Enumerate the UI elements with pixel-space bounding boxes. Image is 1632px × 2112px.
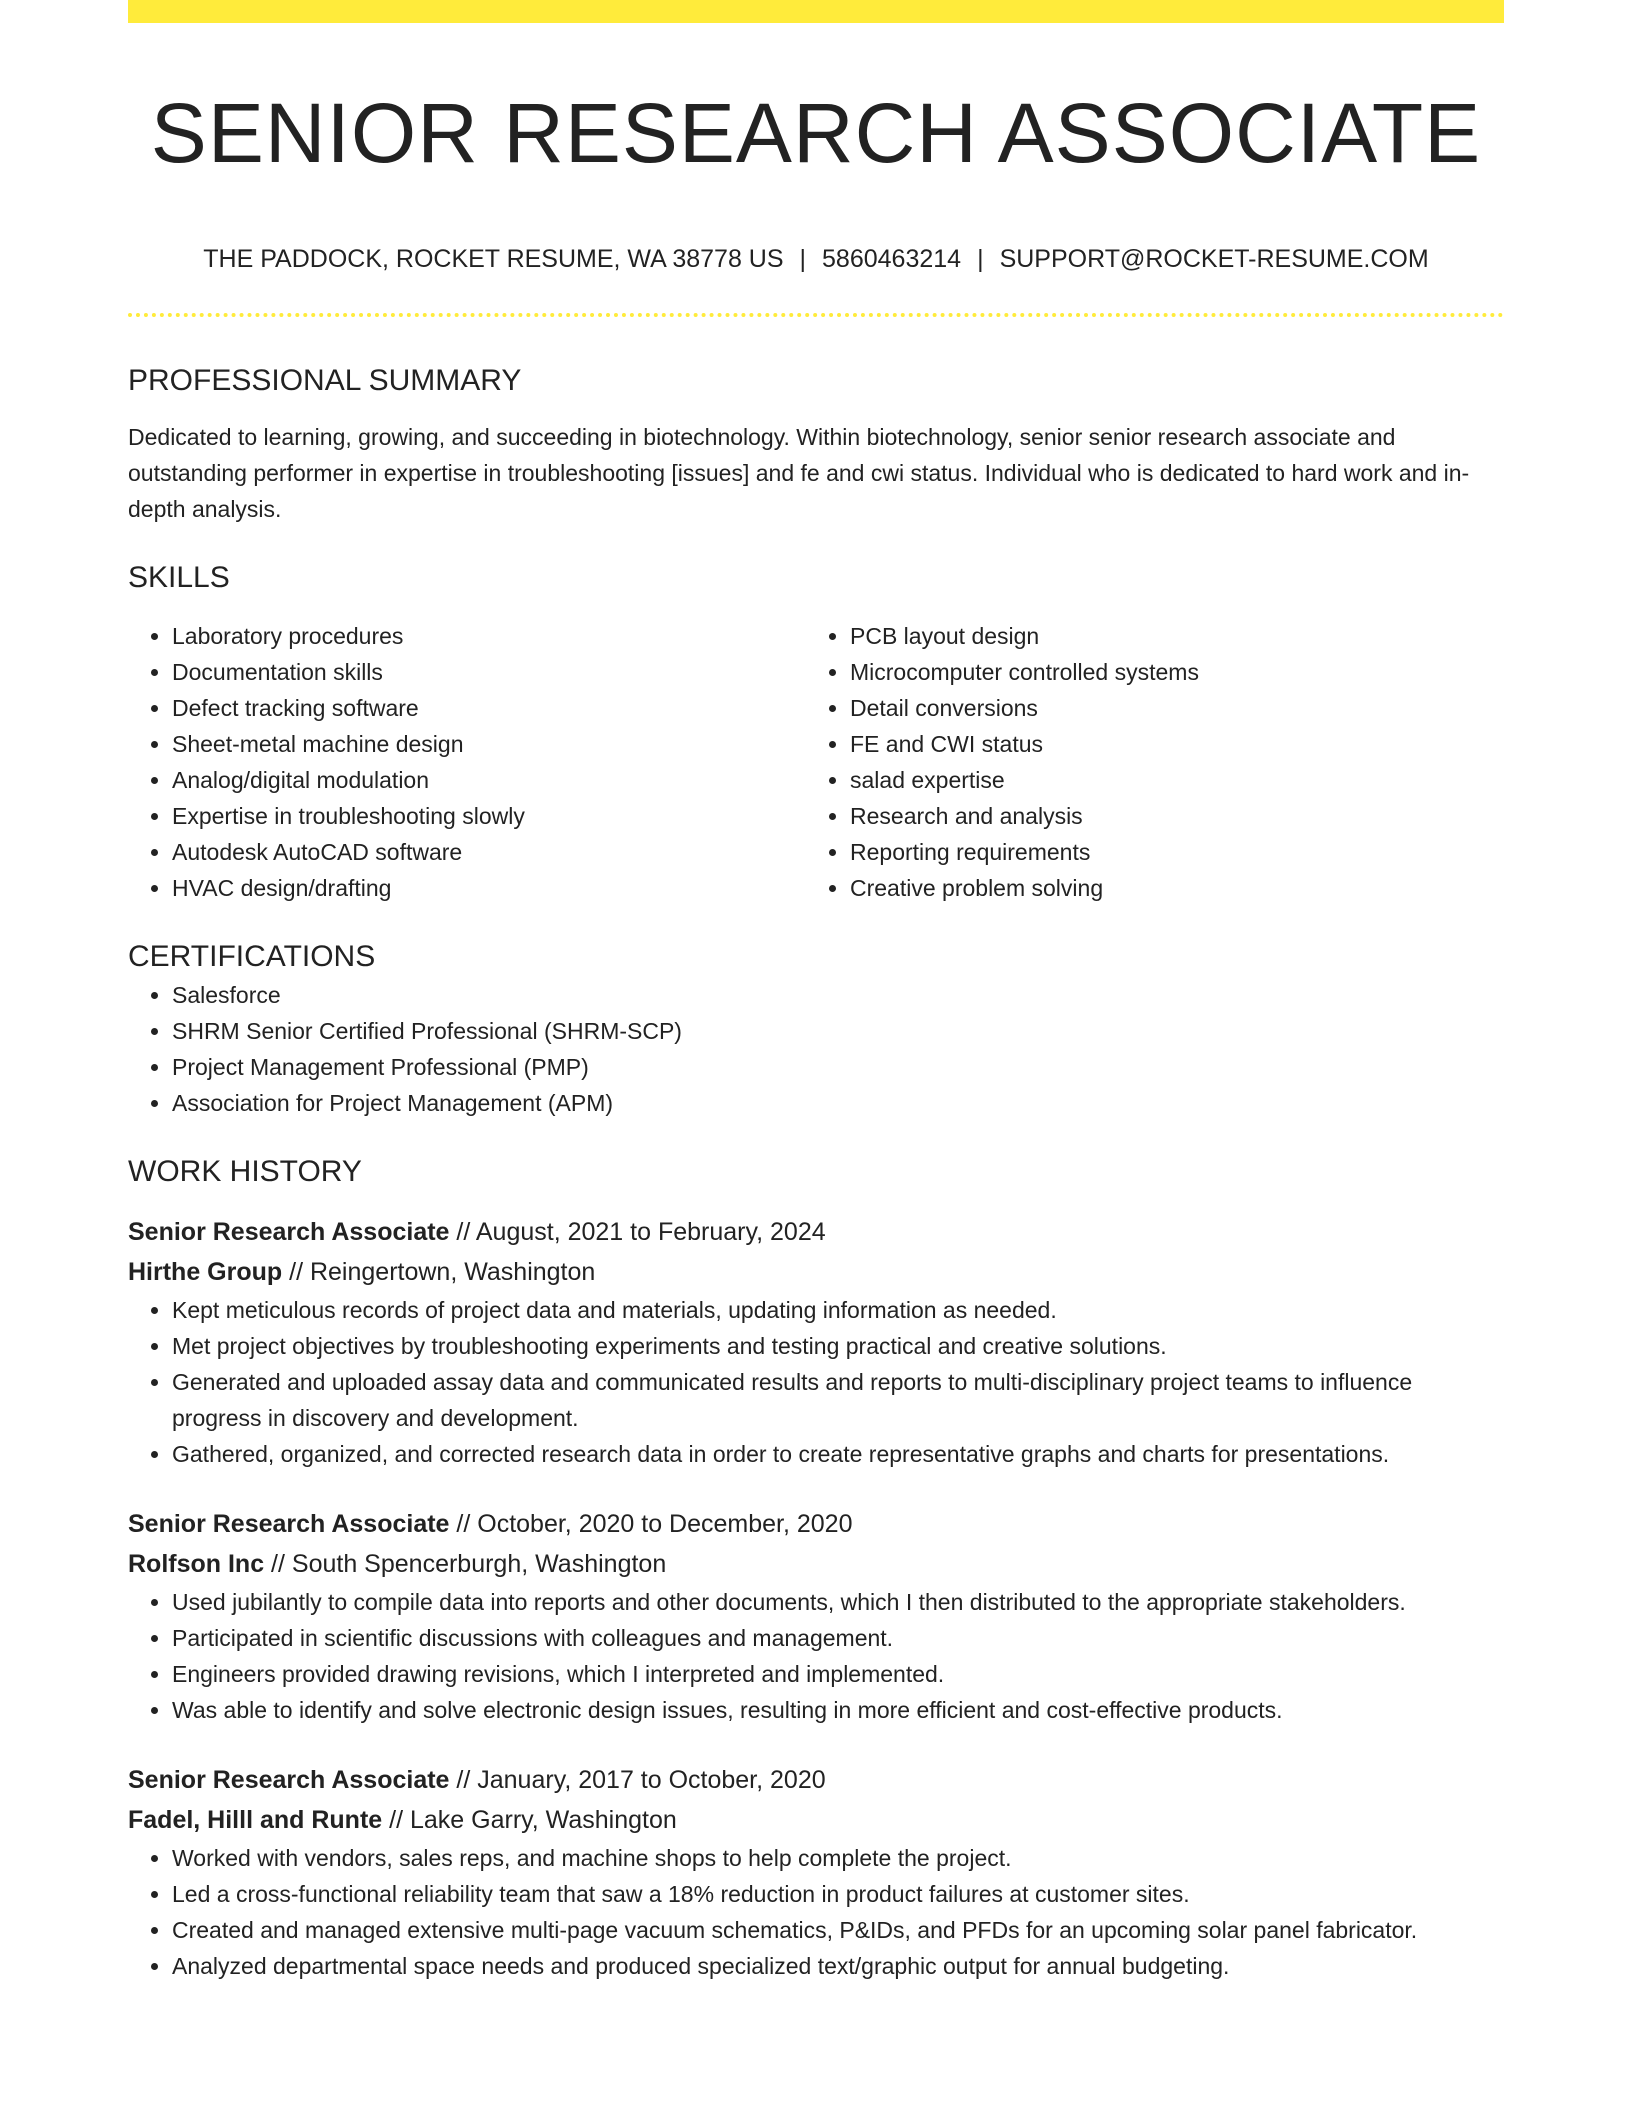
skill-item: • HVAC design/drafting [172,870,806,906]
skill-item: • Documentation skills [172,654,806,690]
skill-item: • FE and CWI status [850,726,1484,762]
job-bullet: • Generated and uploaded assay data and communicated results and reports to multi-disciplinary project teams to influence progress in discovery and development. [172,1364,1504,1436]
summary-heading: PROFESSIONAL SUMMARY [128,364,522,397]
skills-column-right [806,618,1484,906]
job-bullet: • Worked with vendors, sales reps, and machine shops to help complete the project. [172,1840,1504,1876]
skills-list-right [806,618,1484,906]
skills-column-left [128,618,806,906]
skills-heading: SKILLS [128,561,230,594]
certification-item: • Project Management Professional (PMP) [172,1049,1504,1085]
job-role-line [128,1504,1504,1544]
job-bullet: • Gathered, organized, and corrected research data in order to create representative graphs and charts for presentations. [172,1436,1504,1472]
job-bullet: • Used jubilantly to compile data into reports and other documents, which I then distributed to the appropriate stakeholders. [172,1584,1504,1620]
skill-item: • Reporting requirements [850,834,1484,870]
job-bullets [128,1292,1504,1472]
certification-item: • SHRM Senior Certified Professional (SHRM-SCP) [172,1013,1504,1049]
job-role: Senior Research Associate [128,1766,450,1794]
job-divider: // [449,1218,476,1246]
job-role-line [128,1760,1504,1800]
skill-item: • Analog/digital modulation [172,762,806,798]
contact-separator: | [977,245,984,273]
skill-item: • Defect tracking software [172,690,806,726]
skill-item: • PCB layout design [850,618,1484,654]
job-role: Senior Research Associate [128,1510,450,1538]
contact-line [128,243,1504,275]
certifications-list [128,977,1504,1121]
job-bullet: • Created and managed extensive multi-page vacuum schematics, P&IDs, and PFDs for an upcoming solar panel fabricator. [172,1912,1504,1948]
skill-item: • Creative problem solving [850,870,1484,906]
job-dates: August, 2021 to February, 2024 [475,1218,826,1246]
certification-item: • Salesforce [172,977,1504,1013]
certifications-heading: CERTIFICATIONS [128,940,376,973]
job-dates: October, 2020 to December, 2020 [477,1510,853,1538]
job-divider: // [449,1766,478,1794]
job-company-line [128,1800,1504,1840]
skill-item: • Research and analysis [850,798,1484,834]
job-location: Lake Garry, Washington [409,1806,677,1834]
skill-item: • Autodesk AutoCAD software [172,834,806,870]
header-divider [128,313,1504,317]
summary-text: Dedicated to learning, growing, and succeeding in biotechnology. Within biotechnology, senior senior research associate and outstanding performer in expertise in troubleshooting [issues] and fe and cwi status. Individual who is dedicated to hard work and in-depth analysis. [128,424,1470,522]
job-divider: // [449,1510,478,1538]
job-bullets [128,1584,1504,1728]
job-bullet: • Analyzed departmental space needs and produced specialized text/graphic output for annual budgeting. [172,1948,1504,1984]
job-divider: // [264,1550,292,1578]
job-company: Rolfson Inc [128,1550,265,1578]
job-role: Senior Research Associate [128,1218,450,1246]
job-company-line [128,1544,1504,1584]
job-role-line [128,1212,1504,1252]
job-bullets [128,1840,1504,1984]
skill-item: • Detail conversions [850,690,1484,726]
job-company: Fadel, Hilll and Runte [128,1806,383,1834]
contact-email: SUPPORT@ROCKET-RESUME.COM [999,245,1429,273]
top-accent-bar [128,0,1504,23]
skill-item: • Microcomputer controlled systems [850,654,1484,690]
job-bullet: • Kept meticulous records of project data and materials, updating information as needed. [172,1292,1504,1328]
skill-item: • Expertise in troubleshooting slowly [172,798,806,834]
job-company: Hirthe Group [128,1258,283,1286]
job-entry [128,1212,1504,1472]
job-location: Reingertown, Washington [309,1258,596,1286]
skill-item: • salad expertise [850,762,1484,798]
skill-item: • Laboratory procedures [172,618,806,654]
skills-grid [128,618,1504,906]
contact-separator: | [799,245,807,273]
job-bullet: • Led a cross-functional reliability team that saw a 18% reduction in product failures at customer sites. [172,1876,1504,1912]
skill-item: • Sheet-metal machine design [172,726,806,762]
job-company-line [128,1252,1504,1292]
candidate-title: SENIOR RESEARCH ASSOCIATE [150,86,1482,180]
resume-page [128,0,1504,1984]
job-location: South Spencerburgh, Washington [291,1550,667,1578]
job-bullet: • Met project objectives by troubleshooting experiments and testing practical and creative solutions. [172,1328,1504,1364]
job-entry [128,1760,1504,1984]
certification-item: • Association for Project Management (APM) [172,1085,1504,1121]
job-bullet: • Was able to identify and solve electronic design issues, resulting in more efficient and cost-effective products. [172,1692,1504,1728]
job-bullet: • Engineers provided drawing revisions, which I interpreted and implemented. [172,1656,1504,1692]
job-bullet: • Participated in scientific discussions with colleagues and management. [172,1620,1504,1656]
job-divider: // [282,1258,310,1286]
skills-list-left [128,618,806,906]
job-divider: // [382,1806,410,1834]
job-entry [128,1504,1504,1728]
contact-phone: 5860463214 [822,245,962,273]
work-history-heading: WORK HISTORY [128,1155,362,1188]
work-history-list [128,1212,1504,1984]
contact-address: THE PADDOCK, ROCKET RESUME, WA 38778 US [203,245,784,273]
job-dates: January, 2017 to October, 2020 [477,1766,826,1794]
